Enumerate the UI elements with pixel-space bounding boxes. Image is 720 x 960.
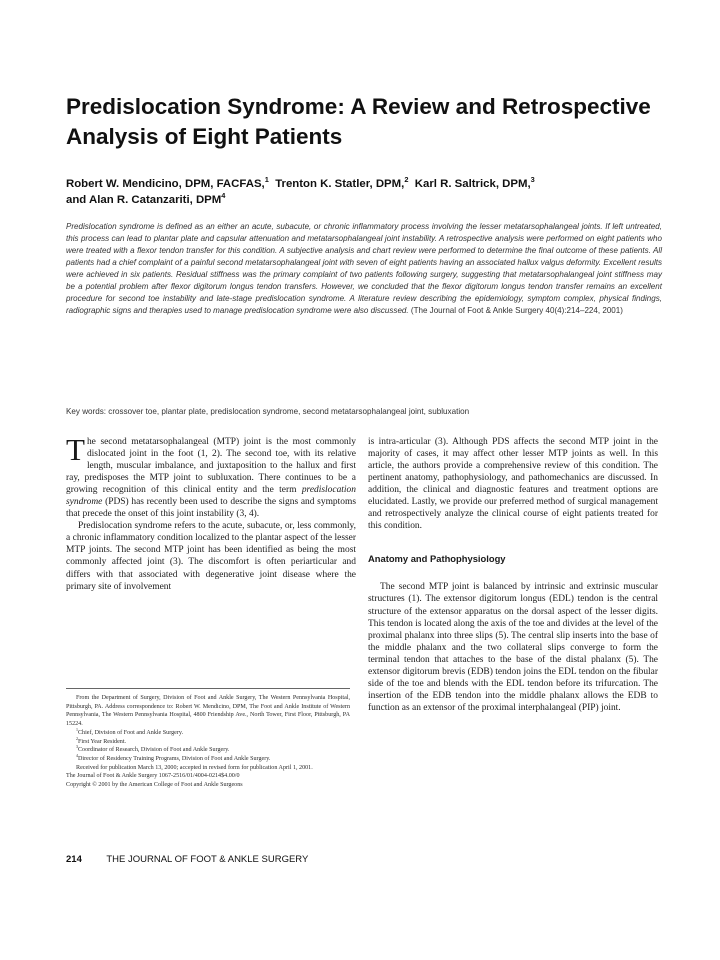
body-column-left <box>66 432 356 593</box>
term-pds: predislocation syndrome <box>66 485 356 508</box>
abstract <box>66 221 662 317</box>
journal-name: THE JOURNAL OF FOOT & ANKLE SURGERY <box>106 854 309 865</box>
footnote-copyright: Copyright © 2001 by the American College of Foot and Ankle Surgeons <box>66 782 243 789</box>
page-number: 214 <box>66 854 82 865</box>
author-4: and Alan R. Catanzariti, DPM$^4$ <box>66 191 226 206</box>
author-2: Trenton K. Statler, DPM,$^2$ <box>275 175 409 190</box>
footnote-address: From the Department of Surgery, Division of Foot and Ankle Surgery, The Western Pennsylvania Hospital, Pittsburgh, PA. Address correspondence to: Robert W. Mendicino, DPM, The Foot and Ankle Institute of Western Pennsylvania, The Western Pennsylvania Hospital, 4800 Friendship Ave., North Tower, First Floor, Pittsburgh, PA 15224. <box>66 695 350 728</box>
author-list <box>66 176 676 208</box>
abstract-text: Predislocation syndrome is defined as an either an acute, subacute, or chronic inflammatory process involving the lesser metatarsophalangeal joints. If left untreated, this process can lead to plantar plate and capsular attenuation and metatarsophalangeal joint instability. A retrospective analysis were performed on eight patients who were treated with a flexor tendon transfer for this condition. A subjective analysis and chart review were performed to determine the final outcome of these patients. All patients had a chief complaint of a painful second metatarsophalangeal joint with seven of eight patients having an associated hallux valgus deformity. Excellent results were achieved in six patients. Residual stiffness was the primary complaint of two patients following surgery, suggesting that metatarsophalangeal joint stiffness may be a potential problem after flexor digitorum longus tendon transfers. However, we concluded that the flexor digitorum longus tendon transfer remains an excellent procedure for second toe instability and late-stage predislocation syndrome. A literature review describing the epidemiology, symptom complex, physical findings, radiographic signs and therapies used to manage predislocation syndrome were also discussed. <box>66 222 662 315</box>
section-heading: Anatomy and Pathophysiology <box>368 553 506 565</box>
page-footer <box>66 854 466 865</box>
article-title: Predislocation Syndrome: A Review and Retrospective Analysis of Eight Patients <box>66 94 651 149</box>
footnote-3: $^3$Coordinator of Research, Division of Foot and Ankle Surgery. <box>76 744 230 754</box>
body-column-right <box>368 436 658 714</box>
abstract-citation: (The Journal of Foot & Ankle Surgery 40(4):214–224, 2001) <box>410 306 623 315</box>
keywords: Key words: crossover toe, plantar plate, predislocation syndrome, second metatarsophalangeal joint, subluxation <box>66 407 470 416</box>
footnote-2: $^2$First Year Resident. <box>76 735 127 745</box>
body-paragraph: The second MTP joint is balanced by intrinsic and extrinsic muscular structures (1). The extensor digitorum longus (EDL) tendon is the central structure of the extensor apparatus on the dorsal aspect of the lesser digits. This tendon is located along the axis of the toe and divides at the level of the proximal phalanx into three slips (5). The central slip inserts into the base of the middle phalanx and the two collateral slips converge to form the terminal tendon that attaches to the base of the distal phalanx (5). The extensor digitorum brevis (EDB) tendon joins the EDL tendon on the fibular side of the toe and blends with the EDL tendon before its trifurcation. The insertion of the EDB tendon into the middle phalanx allows the EDB to function as an extensor of the proximal interphalangeal (PIP) joint. <box>368 582 658 713</box>
author-3: Karl R. Saltrick, DPM,$^3$ <box>414 175 535 190</box>
body-paragraph: is intra-articular (3). Although PDS affects the second MTP joint in the majority of cases, it may affect other lesser MTP joints as well. In this article, the authors provide a comprehensive review of this condition. The pertinent anatomy, pathophysiology, and pathomechanics are discussed. In addition, the clinical and diagnostic features and treatment options are elucidated. Lastly, we provide our preferred method of surgical management and retrospectively analyze the clinical course of eight patients treated for this condition. <box>368 437 658 532</box>
footnote-1: $^1$Chief, Division of Foot and Ankle Surgery. <box>76 726 184 736</box>
footnote-journal-line: The Journal of Foot & Ankle Surgery 1067-2516/01/4004-0214$4.00/0 <box>66 773 240 780</box>
footnote-received: Received for publication March 13, 2000; accepted in revised form for publication April 1, 2001. <box>76 764 313 771</box>
footnotes <box>66 688 350 790</box>
drop-cap: T <box>66 432 85 467</box>
footnote-4: $^4$Director of Residency Training Programs, Division of Foot and Ankle Surgery. <box>76 752 271 762</box>
body-paragraph: Predislocation syndrome refers to the acute, subacute, or, less commonly, a chronic inflammatory condition localized to the plantar aspect of the lesser MTP joints. The second MTP joint has been identified as being the most commonly affected joint (3). The discomfort is often periarticular and differs with that associated with degenerative joint disease where the primary site of involvement <box>66 521 356 592</box>
intro-paragraph: The second metatarsophalangeal (MTP) joint is the most commonly dislocated joint in the foot (1, 2). The second toe, with its relative length, muscular imbalance, and juxtaposition to the hallux and first ray, predisposes the MTP joint to subluxation. There continues to be a growing recognition of this clinical entity and the term predislocation syndrome (PDS) has recently been used to describe the signs and symptoms that precede the onset of this joint instability (3, 4). <box>66 432 356 520</box>
author-1: Robert W. Mendicino, DPM, FACFAS,$^1$ <box>66 175 269 190</box>
